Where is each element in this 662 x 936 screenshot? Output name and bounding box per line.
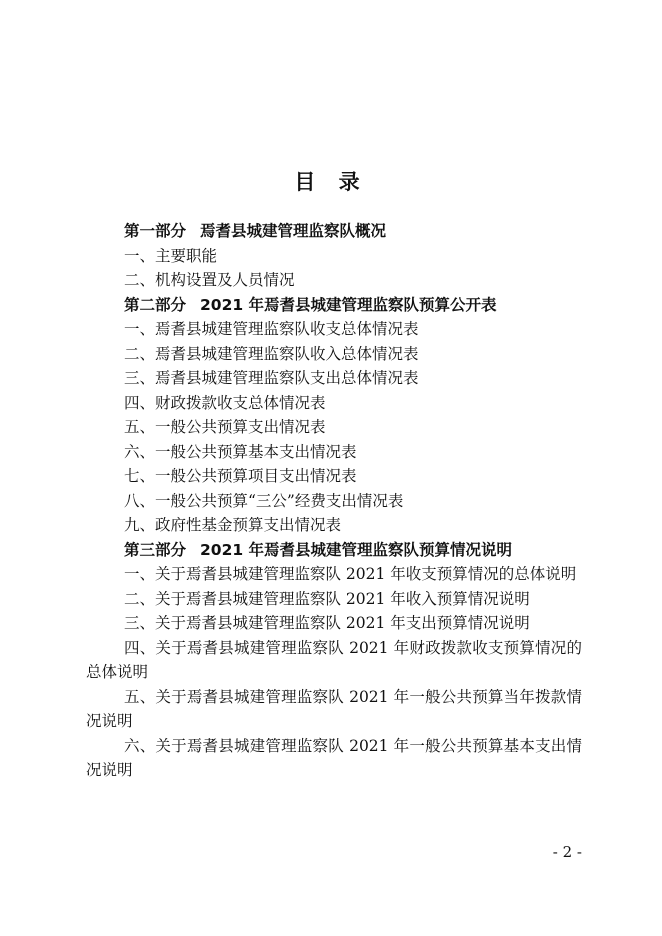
toc-item: 八、一般公共预算“三公”经费支出情况表 (124, 491, 404, 510)
page-title: 目 录 (294, 170, 368, 194)
page-number: - 2 - (552, 843, 582, 861)
toc-item: 五、一般公共预算支出情况表 (124, 418, 326, 436)
toc-item: 一、主要职能 (124, 246, 218, 265)
toc-item: 二、关于焉耆县城建管理监察队 2021 年收入预算情况说明 (124, 589, 530, 608)
toc-part-label: 第一部分 (124, 222, 187, 240)
toc-item: 五、关于焉耆县城建管理监察队 2021 年一般公共预算当年拨款情况说明 (86, 687, 582, 730)
toc-part-title: 焉耆县城建管理监察队概况 (200, 222, 387, 240)
toc-item: 四、关于焉耆县城建管理监察队 2021 年财政拨款收支预算情况的总体说明 (86, 638, 582, 681)
toc-item: 二、焉耆县城建管理监察队收入总体情况表 (124, 344, 419, 363)
toc-part-label: 第三部分 (124, 540, 187, 559)
toc-part-2 (86, 293, 582, 318)
toc-part-title: 2021 年焉耆县城建管理监察队预算公开表 (200, 295, 497, 314)
table-of-contents (86, 219, 582, 783)
toc-item: 一、关于焉耆县城建管理监察队 2021 年收支预算情况的总体说明 (124, 565, 577, 583)
toc-item: 四、财政拨款收支总体情况表 (124, 393, 326, 412)
toc-item: 三、焉耆县城建管理监察队支出总体情况表 (124, 369, 419, 387)
toc-part-3 (86, 538, 582, 563)
toc-item: 七、一般公共预算项目支出情况表 (124, 467, 357, 485)
toc-part-title: 2021 年焉耆县城建管理监察队预算情况说明 (200, 540, 513, 559)
toc-part-label: 第二部分 (124, 295, 187, 314)
toc-item: 一、焉耆县城建管理监察队收支总体情况表 (124, 320, 419, 338)
toc-item: 三、关于焉耆县城建管理监察队 2021 年支出预算情况说明 (124, 614, 530, 632)
toc-item: 二、机构设置及人员情况 (124, 271, 295, 289)
toc-part-1 (86, 219, 582, 244)
toc-item: 九、政府性基金预算支出情况表 (124, 516, 342, 534)
toc-item: 六、一般公共预算基本支出情况表 (124, 442, 357, 461)
toc-item: 六、关于焉耆县城建管理监察队 2021 年一般公共预算基本支出情况说明 (86, 736, 582, 779)
